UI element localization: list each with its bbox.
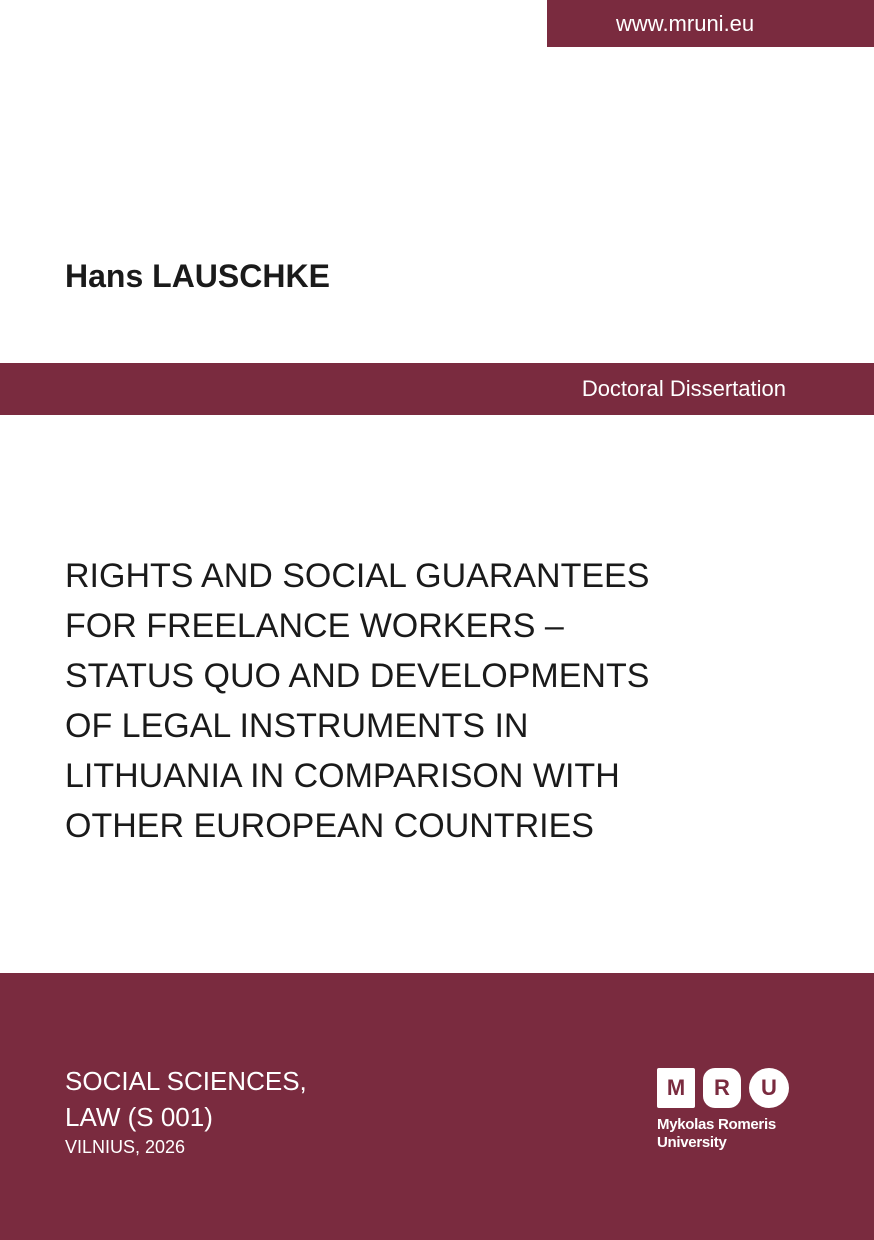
university-name-line2: University [657, 1134, 727, 1151]
science-field-code: LAW (S 001) [65, 1102, 213, 1132]
science-field-line: SOCIAL SCIENCES, [65, 1066, 307, 1096]
logo-letter-u: U [749, 1068, 789, 1108]
title-line: STATUS QUO AND DEVELOPMENTS [65, 657, 650, 695]
dissertation-title [65, 551, 765, 851]
logo-letter-m: M [657, 1068, 695, 1108]
place-and-year: VILNIUS, 2026 [65, 1137, 186, 1157]
cover-footer [0, 973, 874, 1240]
university-name [657, 1116, 817, 1152]
title-line: OF LEGAL INSTRUMENTS IN [65, 707, 529, 745]
document-type-band [0, 363, 874, 415]
logo-letter-r: R [703, 1068, 741, 1108]
title-line: RIGHTS AND SOCIAL GUARANTEES [65, 557, 650, 595]
website-url: www.mruni.eu [616, 11, 755, 36]
mru-logo [657, 1068, 817, 1152]
author-name: Hans LAUSCHKE [65, 258, 330, 294]
title-line: FOR FREELANCE WORKERS – [65, 607, 564, 645]
logo-letter-blocks [657, 1068, 817, 1108]
document-type: Doctoral Dissertation [581, 376, 786, 401]
science-field [65, 1063, 307, 1135]
website-url-banner [547, 0, 874, 47]
university-name-line1: Mykolas Romeris [657, 1116, 776, 1133]
title-line: LITHUANIA IN COMPARISON WITH [65, 757, 620, 795]
title-line: OTHER EUROPEAN COUNTRIES [65, 807, 594, 845]
